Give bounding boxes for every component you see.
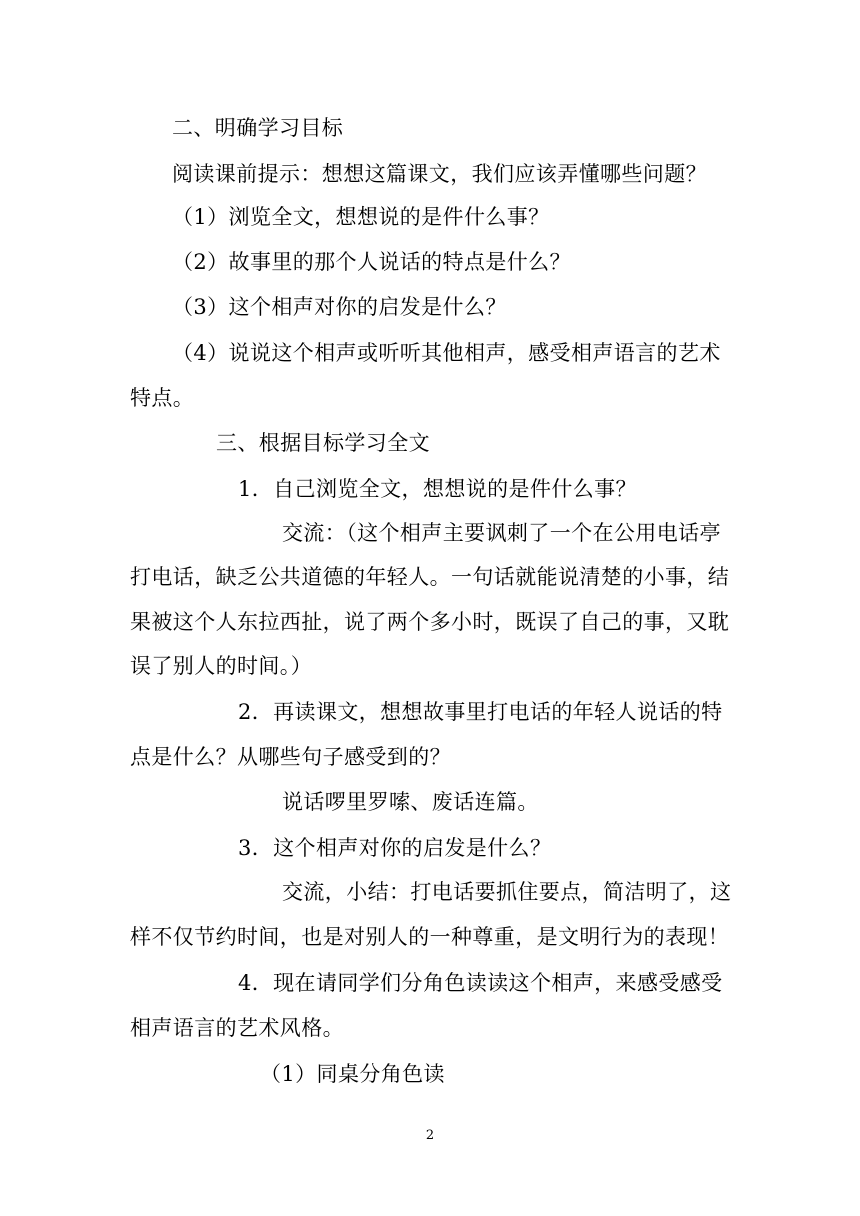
question-4-line-2: 特点。 <box>130 386 195 410</box>
heading-learning-goals: 二、明确学习目标 <box>172 116 344 140</box>
heading-study-text: 三、根据目标学习全文 <box>216 431 430 455</box>
item-4-line-1: 4．现在请同学们分角色读读这个相声，来感受感受 <box>238 971 723 995</box>
item-4-sub-1: （1）同桌分角色读 <box>260 1062 445 1086</box>
item-2-question-line-2: 点是什么？从哪些句子感受到的？ <box>130 745 451 769</box>
item-3-answer-line-1: 交流，小结：打电话要抓住要点，简洁明了，这 <box>282 880 732 904</box>
item-4-line-2: 相声语言的艺术风格。 <box>130 1016 344 1040</box>
question-2: （2）故事里的那个人说话的特点是什么？ <box>172 250 571 274</box>
question-1: （1）浏览全文，想想说的是件什么事？ <box>172 205 550 229</box>
item-1-answer-line-2: 打电话，缺乏公共道德的年轻人。一句话就能说清楚的小事，结 <box>130 565 730 589</box>
item-1-answer-line-1: 交流：（这个相声主要讽刺了一个在公用电话亭 <box>282 521 721 545</box>
question-3: （3）这个相声对你的启发是什么？ <box>172 295 507 319</box>
item-2-question-line-1: 2．再读课文，想想故事里打电话的年轻人说话的特 <box>238 700 723 724</box>
item-1-answer-line-4: 误了别人的时间。） <box>130 654 313 678</box>
reading-prompt: 阅读课前提示：想想这篇课文，我们应该弄懂哪些问题？ <box>172 162 707 186</box>
item-3-answer-line-2: 样不仅节约时间，也是对别人的一种尊重，是文明行为的表现！ <box>130 925 730 949</box>
page-number: 2 <box>425 1128 435 1143</box>
item-3-question: 3．这个相声对你的启发是什么？ <box>238 836 552 860</box>
question-4-line-1: （4）说说这个相声或听听其他相声，感受相声语言的艺术 <box>172 341 721 365</box>
item-1-question: 1．自己浏览全文，想想说的是件什么事？ <box>238 477 637 501</box>
item-1-answer-line-3: 果被这个人东拉西扯，说了两个多小时，既误了自己的事，又耽 <box>130 610 730 634</box>
item-2-answer: 说话啰里罗嗦、废话连篇。 <box>282 790 539 814</box>
